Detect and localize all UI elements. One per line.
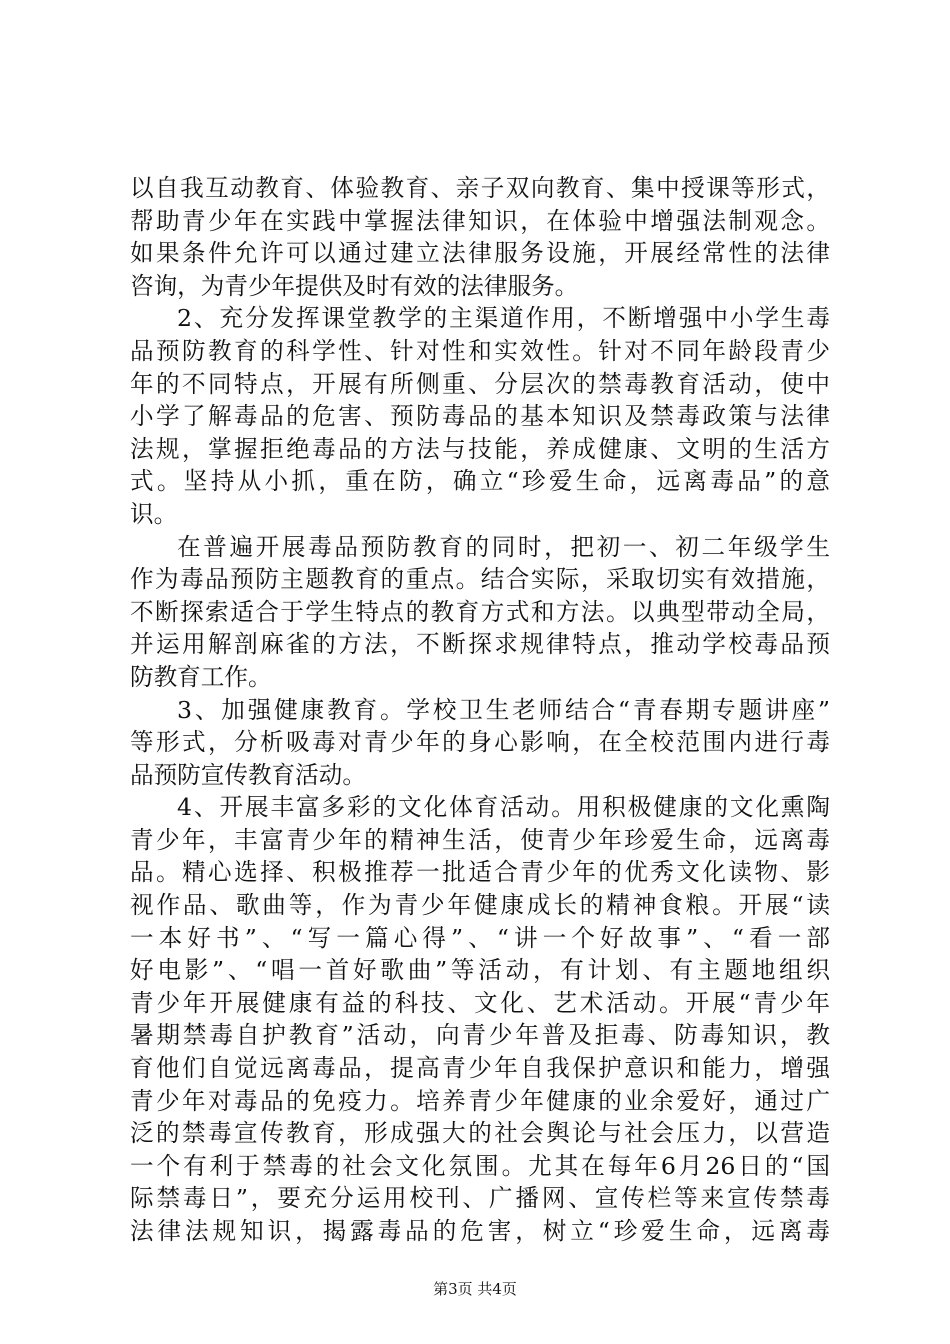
text-line: 不断探索适合于学生特点的教育方式和方法。以典型带动全局，: [130, 597, 830, 626]
text-line: 视作品、歌曲等，作为青少年健康成长的精神食粮。开展“读: [130, 891, 830, 920]
text-line: 际禁毒日”，要充分运用校刊、广播网、宣传栏等来宣传禁毒: [130, 1184, 830, 1213]
text-line: 一个有利于禁毒的社会文化氛围。尤其在每年6月26日的“国: [130, 1151, 830, 1180]
text-line: 青少年开展健康有益的科技、文化、艺术活动。开展“青少年: [130, 988, 830, 1017]
text-line: 一本好书”、“写一篇心得”、“讲一个好故事”、“看一部: [130, 923, 830, 952]
text-line: 作为毒品预防主题教育的重点。结合实际，采取切实有效措施，: [130, 565, 830, 594]
text-line: 式。坚持从小抓，重在防，确立“珍爱生命，远离毒品”的意: [130, 467, 830, 496]
text-line: 青少年，丰富青少年的精神生活，使青少年珍爱生命，远离毒: [130, 825, 830, 854]
text-line: 小学了解毒品的危害、预防毒品的基本知识及禁毒政策与法律: [130, 402, 830, 431]
text-line: 等形式，分析吸毒对青少年的身心影响，在全校范围内进行毒: [130, 728, 830, 757]
text-line: 识。: [130, 499, 178, 528]
text-line: 2、充分发挥课堂教学的主渠道作用，不断增强中小学生毒: [177, 304, 830, 333]
text-line: 如果条件允许可以通过建立法律服务设施，开展经常性的法律: [130, 239, 830, 268]
text-line: 法律法规知识，揭露毒品的危害，树立“珍爱生命，远离毒: [130, 1217, 830, 1245]
text-line: 防教育工作。: [130, 662, 272, 691]
text-line: 咨询，为青少年提供及时有效的法律服务。: [130, 271, 579, 300]
text-line: 育他们自觉远离毒品，提高青少年自我保护意识和能力，增强: [130, 1054, 830, 1083]
text-line: 在普遍开展毒品预防教育的同时，把初一、初二年级学生: [177, 532, 830, 561]
document-body: [130, 172, 830, 1248]
text-line: 品预防教育的科学性、针对性和实效性。针对不同年龄段青少: [130, 336, 830, 365]
text-line: 3、加强健康教育。学校卫生老师结合“青春期专题讲座”: [177, 695, 830, 724]
text-line: 品。精心选择、积极推荐一批适合青少年的优秀文化读物、影: [130, 858, 830, 887]
text-line: 品预防宣传教育活动。: [130, 760, 366, 789]
text-line: 法规，掌握拒绝毒品的方法与技能，养成健康、文明的生活方: [130, 434, 830, 463]
text-line: 泛的禁毒宣传教育，形成强大的社会舆论与社会压力，以营造: [130, 1119, 830, 1148]
text-line: 暑期禁毒自护教育”活动，向青少年普及拒毒、防毒知识，教: [130, 1021, 830, 1050]
text-line: 4、开展丰富多彩的文化体育活动。用积极健康的文化熏陶: [177, 793, 830, 822]
text-line: 以自我互动教育、体验教育、亲子双向教育、集中授课等形式，: [130, 174, 830, 202]
text-line: 年的不同特点，开展有所侧重、分层次的禁毒教育活动，使中: [130, 369, 830, 398]
text-line: 好电影”、“唱一首好歌曲”等活动，有计划、有主题地组织: [130, 956, 830, 985]
page-number-label: 第3页 共4页: [433, 1280, 517, 1298]
text-line: 青少年对毒品的免疫力。培养青少年健康的业余爱好，通过广: [130, 1086, 830, 1115]
page-footer: [0, 1279, 950, 1299]
text-line: 并运用解剖麻雀的方法，不断探求规律特点，推动学校毒品预: [130, 630, 830, 659]
text-line: 帮助青少年在实践中掌握法律知识，在体验中增强法制观念。: [130, 206, 830, 235]
